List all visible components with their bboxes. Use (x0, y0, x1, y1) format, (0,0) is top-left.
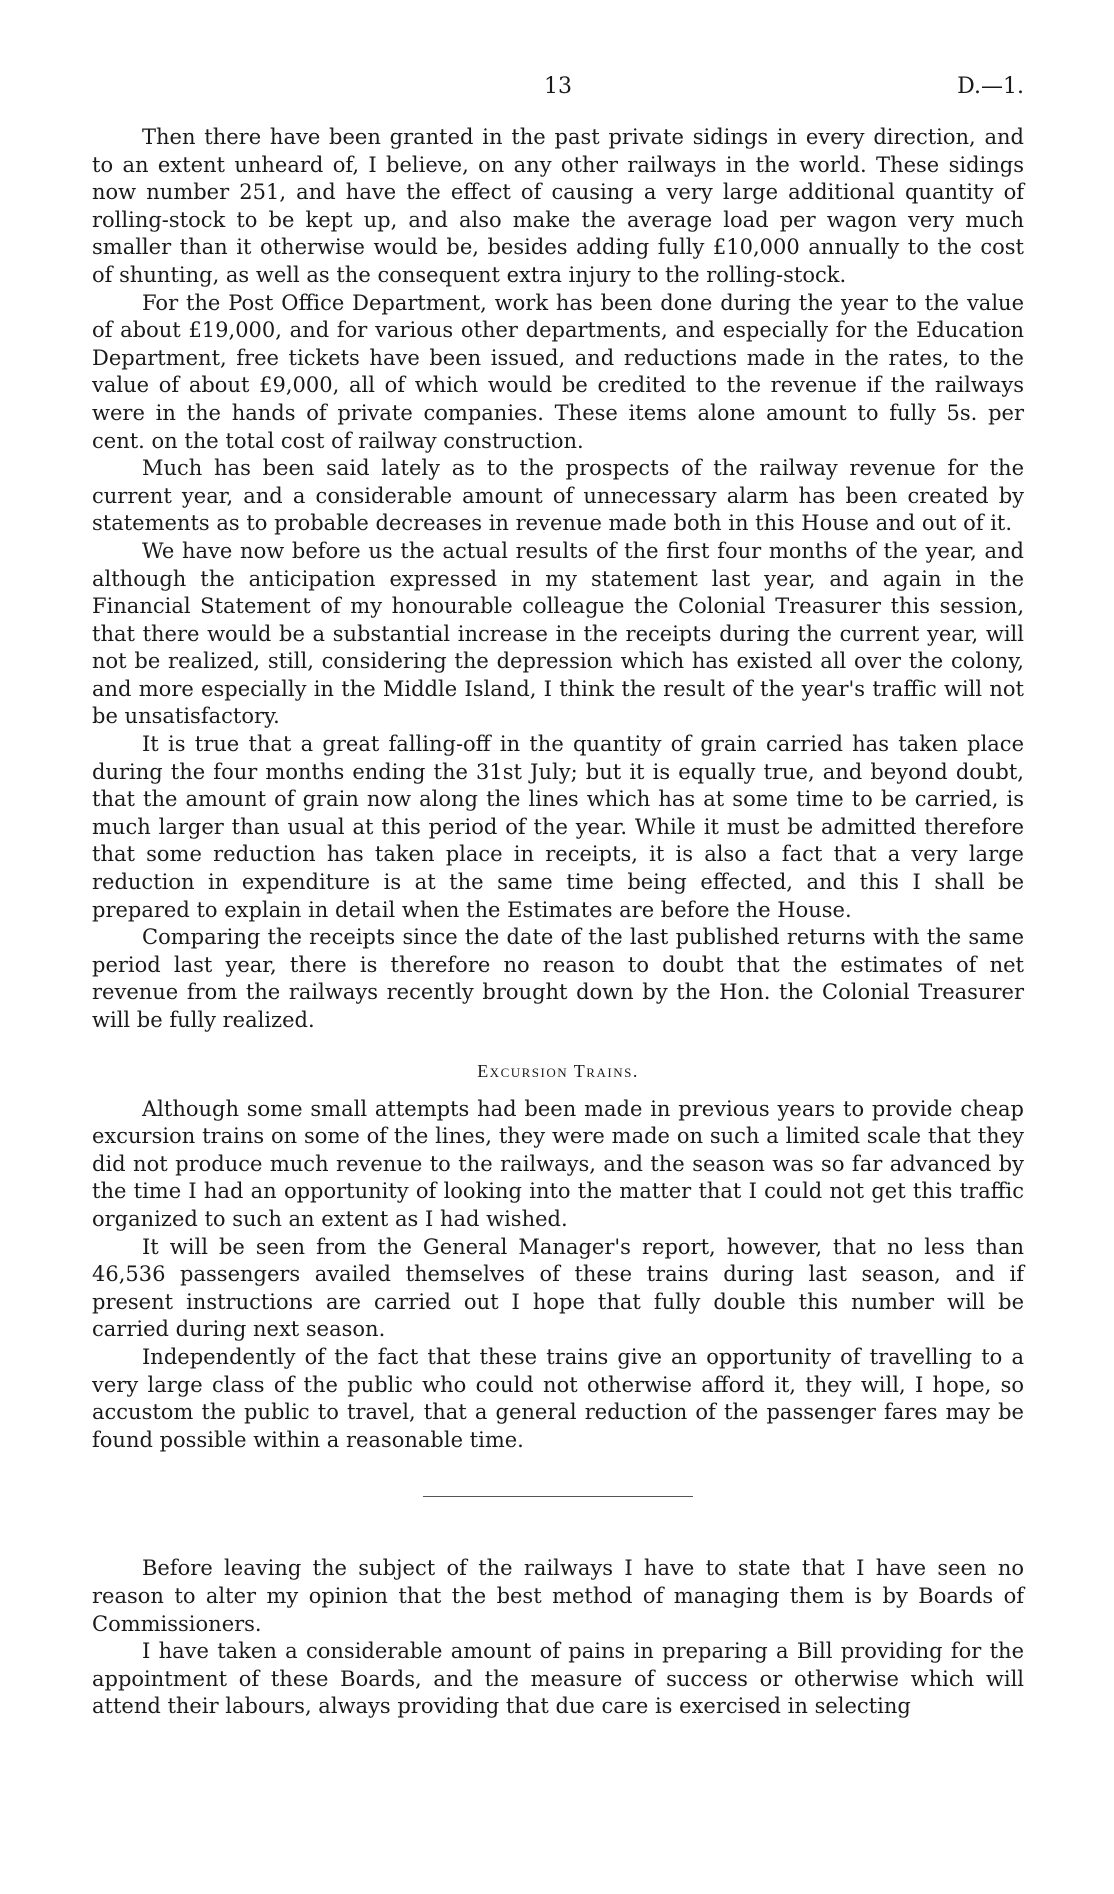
paragraph: It will be seen from the General Manager's report, however, that no less than 46,536 passengers availed themselves of these trains during last season, and if present instructions are carried out I hope that fully double this number will be carried during next season. (92, 1234, 1024, 1342)
paragraph: For the Post Office Department, work has been done during the year to the value of about £19,000, and for various other departments, and especially for the Education Department, free tickets have been issued, and reductions made in the rates, to the value of about £9,000, all of which would be credited to the revenue if the railways were in the hands of private companies. These items alone amount to fully 5s. per cent. on the total cost of railway construction. (92, 290, 1024, 453)
paragraph: Before leaving the subject of the railways I have to state that I have seen no reason to alter my opinion that the best method of managing them is by Boards of Commissioners. (92, 1556, 1024, 1636)
page-number: 13 (544, 74, 572, 99)
paragraph: Independently of the fact that these trains give an opportunity of travelling to a very large class of the public who could not otherwise afford it, they will, I hope, so accustom the public to travel, that a general reduction of the passenger fares may be found possible within a reasonable time. (92, 1344, 1024, 1452)
document-body (92, 124, 1024, 1721)
paragraph: Then there have been granted in the past private sidings in every direction, and to an extent unheard of, I believe, on any other railways in the world. These sidings now number 251, and have the effect of causing a very large additional quantity of rolling-stock to be kept up, and also make the average load per wagon very much smaller than it otherwise would be, besides adding fully £10,000 annually to the cost of shunting, as well as the consequent extra injury to the rolling-stock. (92, 125, 1024, 287)
document-reference: D.—1. (957, 74, 1024, 99)
paragraph: I have taken a considerable amount of pains in preparing a Bill providing for the appointment of these Boards, and the measure of success or otherwise which will attend their labours, always providing that due care is exercised in selecting (92, 1639, 1024, 1719)
section-divider (423, 1496, 693, 1497)
paragraph: Much has been said lately as to the prospects of the railway revenue for the current year, and a considerable amount of unnecessary alarm has been created by statements as to probable decreases in revenue made both in this House and out of it. (92, 456, 1024, 536)
paragraph: Although some small attempts had been made in previous years to provide cheap excursion trains on some of the lines, they were made on such a limited scale that they did not produce much revenue to the railways, and the season was so far advanced by the time I had an opportunity of looking into the matter that I could not get this traffic organized to such an extent as I had wished. (92, 1096, 1024, 1231)
page-header (92, 74, 1024, 106)
paragraph: Comparing the receipts since the date of the last published returns with the same period last year, there is therefore no reason to doubt that the estimates of net revenue from the railways recently brought down by the Hon. the Colonial Treasurer will be fully realized. (92, 925, 1024, 1032)
paragraph: We have now before us the actual results of the first four months of the year, and although the anticipation expressed in my statement last year, and again in the Financial Statement of my honourable colleague the Colonial Treasurer this session, that there would be a substantial increase in the receipts during the current year, will not be realized, still, considering the depression which has existed all over the colony, and more especially in the Middle Island, I think the result of the year's traffic will not be unsatisfactory. (92, 538, 1024, 729)
section-heading: Excursion Trains. (477, 1060, 639, 1081)
paragraph: It is true that a great falling-off in the quantity of grain carried has taken place during the four months ending the 31st July; but it is equally true, and beyond doubt, that the amount of grain now along the lines which has at some time to be carried, is much larger than usual at this period of the year. While it must be admitted therefore that some reduction has taken place in receipts, it is also a fact that a very large reduction in expenditure is at the same time being effected, and this I shall be prepared to explain in detail when the Estimates are before the House. (92, 732, 1024, 922)
